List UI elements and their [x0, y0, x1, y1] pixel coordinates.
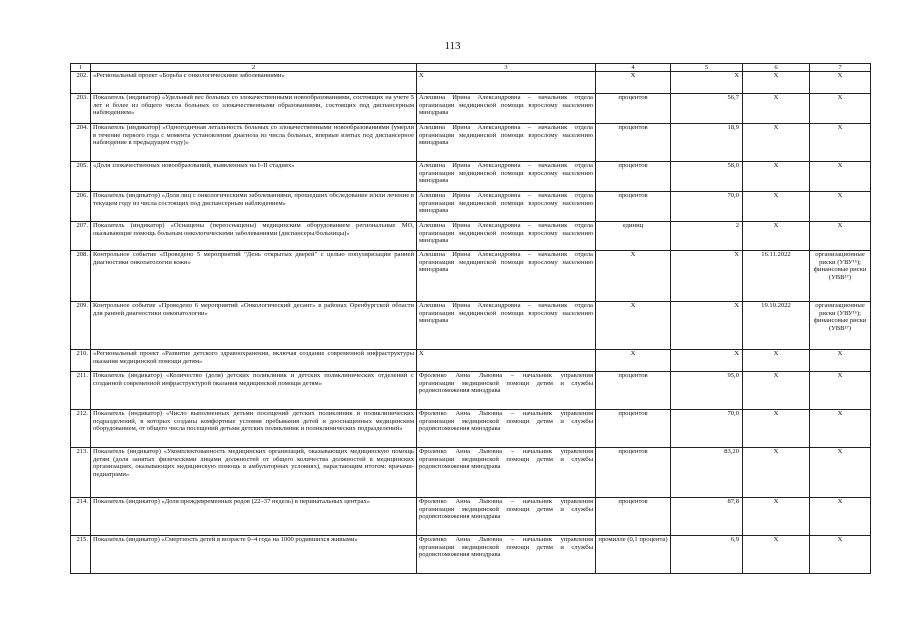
row-description: Показатель (индикатор) «Оснащены (переоснащены) медицинским оборудованием региональные МО, оказывающие помощь больным онкологическими заболеваниями (диспансеры/больницы)» — [91, 222, 417, 251]
row-responsible: Х — [417, 350, 596, 372]
row-date: Х — [743, 192, 810, 222]
column-header: 1 — [71, 64, 91, 72]
row-number: 215. — [71, 536, 91, 574]
table-row — [71, 498, 871, 536]
row-responsible: Фроленко Анна Львовна – начальник управления организации медицинской помощи детям и службы родовспоможения минздрава — [417, 536, 596, 574]
table-row — [71, 251, 871, 302]
row-date: 19.10.2022 — [743, 302, 810, 350]
row-unit: процентов — [596, 448, 671, 498]
row-description: Показатель (индикатор) «Одногодичная летальность больных со злокачественными новообразованиями (умерли в течение первого года с момента установления диагноза из числа больных, впервые взятых под диспансерное наблюдение в предыдущем году)» — [91, 124, 417, 162]
row-date: Х — [743, 448, 810, 498]
row-unit: Х — [596, 302, 671, 350]
row-description: Показатель (индикатор) «Число выполненных детьми посещений детских поликлиник и поликлинических подразделений, в которых созданы комфортные условия пребывания детей и дооснащенных медицинским оборудованием, от общего числа посещений детьми детских поликлиник и поликлинических подразделений» — [91, 410, 417, 448]
row-number: 202. — [71, 72, 91, 94]
row-unit: Х — [596, 72, 671, 94]
row-responsible: Алешина Ирина Александровна – начальник отдела организации медицинской помощи взрослому населению минздрава — [417, 302, 596, 350]
row-risk: Х — [810, 372, 871, 410]
column-header: 5 — [671, 64, 743, 72]
table-row — [71, 350, 871, 372]
row-risk: Х — [810, 350, 871, 372]
row-value: Х — [671, 302, 743, 350]
table-header-row — [71, 64, 871, 72]
row-value: 18,9 — [671, 124, 743, 162]
row-number: 204. — [71, 124, 91, 162]
table-row — [71, 72, 871, 94]
row-risk: организационные риски (УВУ¹⁶); финансовые риски (УВВ¹⁷) — [810, 302, 871, 350]
page-number: 113 — [444, 40, 461, 52]
row-date: 16.11.2022 — [743, 251, 810, 302]
row-description: «Доля злокачественных новообразований, выявленных на I–II стадиях» — [91, 162, 417, 192]
row-number: 209. — [71, 302, 91, 350]
row-value: 87,8 — [671, 498, 743, 536]
row-number: 213. — [71, 448, 91, 498]
row-date: Х — [743, 536, 810, 574]
row-unit: процентов — [596, 124, 671, 162]
row-number: 207. — [71, 222, 91, 251]
row-value: 95,0 — [671, 372, 743, 410]
row-number: 214. — [71, 498, 91, 536]
row-value: 6,9 — [671, 536, 743, 574]
column-header: 7 — [810, 64, 871, 72]
row-responsible: Алешина Ирина Александровна – начальник отдела организации медицинской помощи взрослому населению минздрава — [417, 251, 596, 302]
plan-table — [70, 63, 871, 574]
row-number: 205. — [71, 162, 91, 192]
row-risk: Х — [810, 192, 871, 222]
row-date: Х — [743, 222, 810, 251]
row-description: Показатель (индикатор) «Смертность детей в возрасте 0–4 года на 1000 родившихся живыми» — [91, 536, 417, 574]
row-unit: Х — [596, 350, 671, 372]
table-row — [71, 94, 871, 124]
row-risk: Х — [810, 222, 871, 251]
table-row — [71, 536, 871, 574]
row-unit: процентов — [596, 410, 671, 448]
row-risk: Х — [810, 162, 871, 192]
row-description: Показатель (индикатор) «Укомплектованность медицинских организаций, оказывающих медицинскую помощь детям (доля занятых физическими лицами должностей от общего количества должностей в медицинских организациях, оказывающих медицинскую помощь в амбулаторных условиях), нарастающим итогом: врачами-педиатрами» — [91, 448, 417, 498]
row-responsible: Алешина Ирина Александровна – начальник отдела организации медицинской помощи взрослому населению минздрава — [417, 124, 596, 162]
row-date: Х — [743, 162, 810, 192]
table-row — [71, 162, 871, 192]
row-unit: процентов — [596, 94, 671, 124]
row-risk: Х — [810, 410, 871, 448]
row-responsible: Алешина Ирина Александровна – начальник отдела организации медицинской помощи взрослому населению минздрава — [417, 192, 596, 222]
row-risk: Х — [810, 94, 871, 124]
row-value: Х — [671, 251, 743, 302]
table-row — [71, 222, 871, 251]
row-date: Х — [743, 498, 810, 536]
row-value: 2 — [671, 222, 743, 251]
row-description: Показатель (индикатор) «Удельный вес больных со злокачественными новообразованиями, состоящих на учете 5 лет и более из общего числа больных со злокачественными образованиями, состоящих под диспансерным наблюдением» — [91, 94, 417, 124]
row-description: Контрольное событие «Проведено 5 мероприятий "День открытых дверей" с целью популяризации ранней диагностики онкопатологии кожи» — [91, 251, 417, 302]
row-value: 58,0 — [671, 162, 743, 192]
row-unit: единиц — [596, 222, 671, 251]
row-value: 70,0 — [671, 410, 743, 448]
row-value: 70,0 — [671, 192, 743, 222]
row-description: Показатель (индикатор) «Доля лиц с онкологическими заболеваниями, прошедших обследование и/или лечение в текущем году из числа состоящих под диспансерным наблюдением» — [91, 192, 417, 222]
row-risk: Х — [810, 536, 871, 574]
row-description: Показатель (индикатор) «Количество (доля) детских поликлиник и детских поликлинических отделений с созданной современной инфраструктурой оказания медицинской помощи детям» — [91, 372, 417, 410]
row-date: Х — [743, 72, 810, 94]
row-description: Контрольное событие «Проведено 6 мероприятий «Онкологический десант» в районах Оренбургской области для ранней диагностики онкопатологии» — [91, 302, 417, 350]
row-date: Х — [743, 410, 810, 448]
row-date: Х — [743, 372, 810, 410]
row-number: 210. — [71, 350, 91, 372]
row-unit: процентов — [596, 498, 671, 536]
row-responsible: Х — [417, 72, 596, 94]
row-unit: процентов — [596, 192, 671, 222]
row-responsible: Алешина Ирина Александровна – начальник отдела организации медицинской помощи взрослому населению минздрава — [417, 162, 596, 192]
row-number: 211. — [71, 372, 91, 410]
table-row — [71, 302, 871, 350]
row-risk: Х — [810, 498, 871, 536]
row-value: Х — [671, 72, 743, 94]
row-value: Х — [671, 350, 743, 372]
column-header: 3 — [417, 64, 596, 72]
row-date: Х — [743, 94, 810, 124]
row-number: 212. — [71, 410, 91, 448]
row-description: Показатель (индикатор) «Доля преждевременных родов (22–37 недель) в перинатальных центрах» — [91, 498, 417, 536]
table-row — [71, 372, 871, 410]
table-row — [71, 410, 871, 448]
row-responsible: Фроленко Анна Львовна – начальник управления организации медицинской помощи детям и службы родовспоможения минздрава — [417, 448, 596, 498]
row-unit: Х — [596, 251, 671, 302]
column-header: 2 — [91, 64, 417, 72]
row-description: «Региональный проект «Развитие детского здравоохранения, включая создание современной инфраструктуры оказания медицинской помощи детям» — [91, 350, 417, 372]
row-number: 208. — [71, 251, 91, 302]
column-header: 6 — [743, 64, 810, 72]
row-date: Х — [743, 350, 810, 372]
column-header: 4 — [596, 64, 671, 72]
row-description: «Региональный проект «Борьба с онкологическими заболеваниями» — [91, 72, 417, 94]
row-responsible: Фроленко Анна Львовна – начальник управления организации медицинской помощи детям и службы родовспоможения минздрава — [417, 498, 596, 536]
row-responsible: Алешина Ирина Александровна – начальник отдела организации медицинской помощи взрослому населению минздрава — [417, 94, 596, 124]
row-unit: процентов — [596, 162, 671, 192]
row-risk: организационные риски (УВУ¹⁶); финансовые риски (УВВ¹⁷) — [810, 251, 871, 302]
table-row — [71, 192, 871, 222]
row-risk: Х — [810, 124, 871, 162]
row-responsible: Фроленко Анна Львовна – начальник управления организации медицинской помощи детям и службы родовспоможения минздрава — [417, 410, 596, 448]
row-responsible: Алешина Ирина Александровна – начальник отдела организации медицинской помощи взрослому населению минздрава — [417, 222, 596, 251]
row-value: 56,7 — [671, 94, 743, 124]
table-row — [71, 448, 871, 498]
row-number: 206. — [71, 192, 91, 222]
row-risk: Х — [810, 448, 871, 498]
row-number: 203. — [71, 94, 91, 124]
table-row — [71, 124, 871, 162]
row-date: Х — [743, 124, 810, 162]
row-responsible: Фроленко Анна Львовна – начальник управления организации медицинской помощи детям и службы родовспоможения минздрава — [417, 372, 596, 410]
row-value: 83,20 — [671, 448, 743, 498]
row-risk: Х — [810, 72, 871, 94]
row-unit: процентов — [596, 372, 671, 410]
row-unit: промилле (0,1 процента) — [596, 536, 671, 574]
